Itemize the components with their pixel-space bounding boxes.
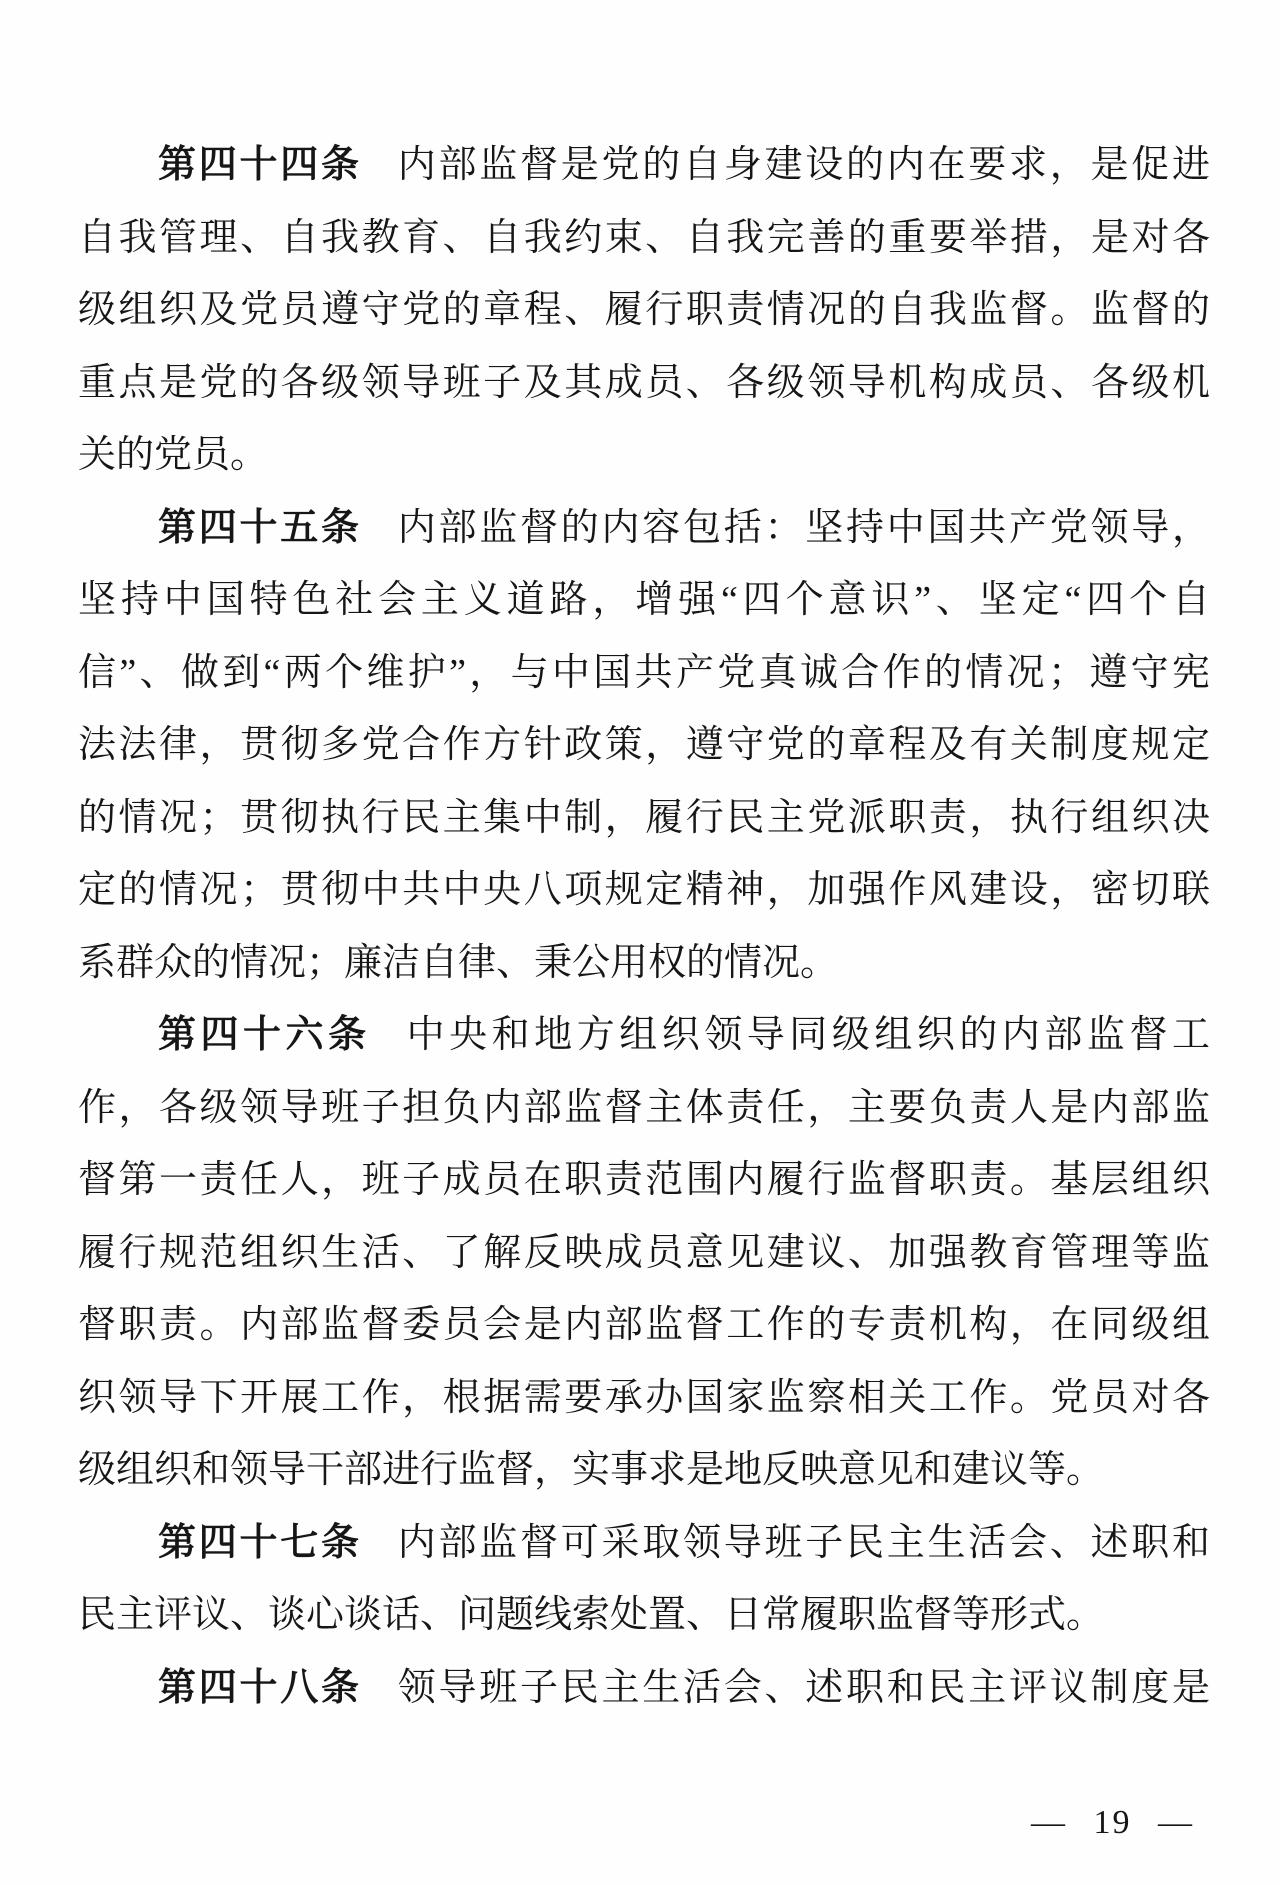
text-line <box>78 274 1210 347</box>
text-line <box>78 782 1210 855</box>
line-text: 自我管理、自我教育、自我约束、自我完善的重要举措，是对各 <box>78 216 1210 259</box>
line-text: 织领导下开展工作，根据需要承办国家监察相关工作。党员对各 <box>78 1376 1210 1419</box>
text-line <box>78 1434 1210 1507</box>
text-line <box>78 927 1210 1000</box>
line-text: 关的党员。 <box>78 434 269 476</box>
line-text: 内部监督的内容包括：坚持中国共产党领导， <box>397 506 1210 549</box>
text-line <box>78 637 1210 710</box>
article-number: 第四十八条 <box>158 1666 362 1709</box>
text-line <box>78 1362 1210 1435</box>
line-text: 定的情况；贯彻中共中央八项规定精神，加强作风建设，密切联 <box>78 869 1210 911</box>
text-line <box>78 1579 1210 1652</box>
article-number: 第四十六条 <box>158 1014 371 1056</box>
text-line <box>78 1144 1210 1217</box>
line-text: 督职责。内部监督委员会是内部监督工作的专责机构，在同级组 <box>78 1304 1210 1346</box>
line-text: 级组织及党员遵守党的章程、履行职责情况的自我监督。监督的 <box>78 289 1210 331</box>
line-text: 作，各级领导班子担负内部监督主体责任，主要负责人是内部监 <box>78 1086 1210 1129</box>
article-number: 第四十四条 <box>158 144 362 186</box>
text-line <box>78 854 1210 927</box>
text-line <box>78 1072 1210 1145</box>
article-line <box>78 1507 1210 1580</box>
text-line <box>78 1289 1210 1362</box>
line-text: 的情况；贯彻执行民主集中制，履行民主党派职责，执行组织决 <box>78 796 1210 839</box>
text-line <box>78 347 1210 420</box>
line-text: 级组织和领导干部进行监督，实事求是地反映意见和建议等。 <box>78 1449 1105 1491</box>
line-text: 系群众的情况；廉洁自律、秉公用权的情况。 <box>78 941 839 984</box>
text-line <box>78 564 1210 637</box>
line-text: 民主评议、谈心谈话、问题线索处置、日常履职监督等形式。 <box>78 1594 1105 1636</box>
page-number: — 19 — <box>1031 1804 1194 1841</box>
text-line <box>78 419 1210 492</box>
line-text: 履行规范组织生活、了解反映成员意见建议、加强教育管理等监 <box>78 1231 1210 1274</box>
line-text: 信”、做到“两个维护”，与中国共产党真诚合作的情况；遵守宪 <box>78 651 1210 694</box>
line-text: 领导班子民主生活会、述职和民主评议制度是 <box>397 1666 1210 1709</box>
text-line <box>78 1217 1210 1290</box>
line-text: 督第一责任人，班子成员在职责范围内履行监督职责。基层组织 <box>78 1159 1210 1201</box>
article-line <box>78 492 1210 565</box>
line-text: 坚持中国特色社会主义道路，增强“四个意识”、坚定“四个自 <box>78 579 1210 621</box>
line-text: 中央和地方组织领导同级组织的内部监督工 <box>406 1014 1210 1056</box>
text-line <box>78 709 1210 782</box>
text-lines <box>78 129 1210 1724</box>
article-line <box>78 1652 1210 1725</box>
line-text: 内部监督可采取领导班子民主生活会、述职和 <box>397 1521 1210 1564</box>
article-line <box>78 999 1210 1072</box>
line-text: 重点是党的各级领导班子及其成员、各级领导机构成员、各级机 <box>78 361 1210 404</box>
article-number: 第四十五条 <box>158 506 362 549</box>
line-text: 内部监督是党的自身建设的内在要求，是促进 <box>397 144 1210 186</box>
line-text: 法法律，贯彻多党合作方针政策，遵守党的章程及有关制度规定 <box>78 724 1210 766</box>
article-number: 第四十七条 <box>158 1521 362 1564</box>
article-line <box>78 129 1210 202</box>
text-line <box>78 202 1210 275</box>
